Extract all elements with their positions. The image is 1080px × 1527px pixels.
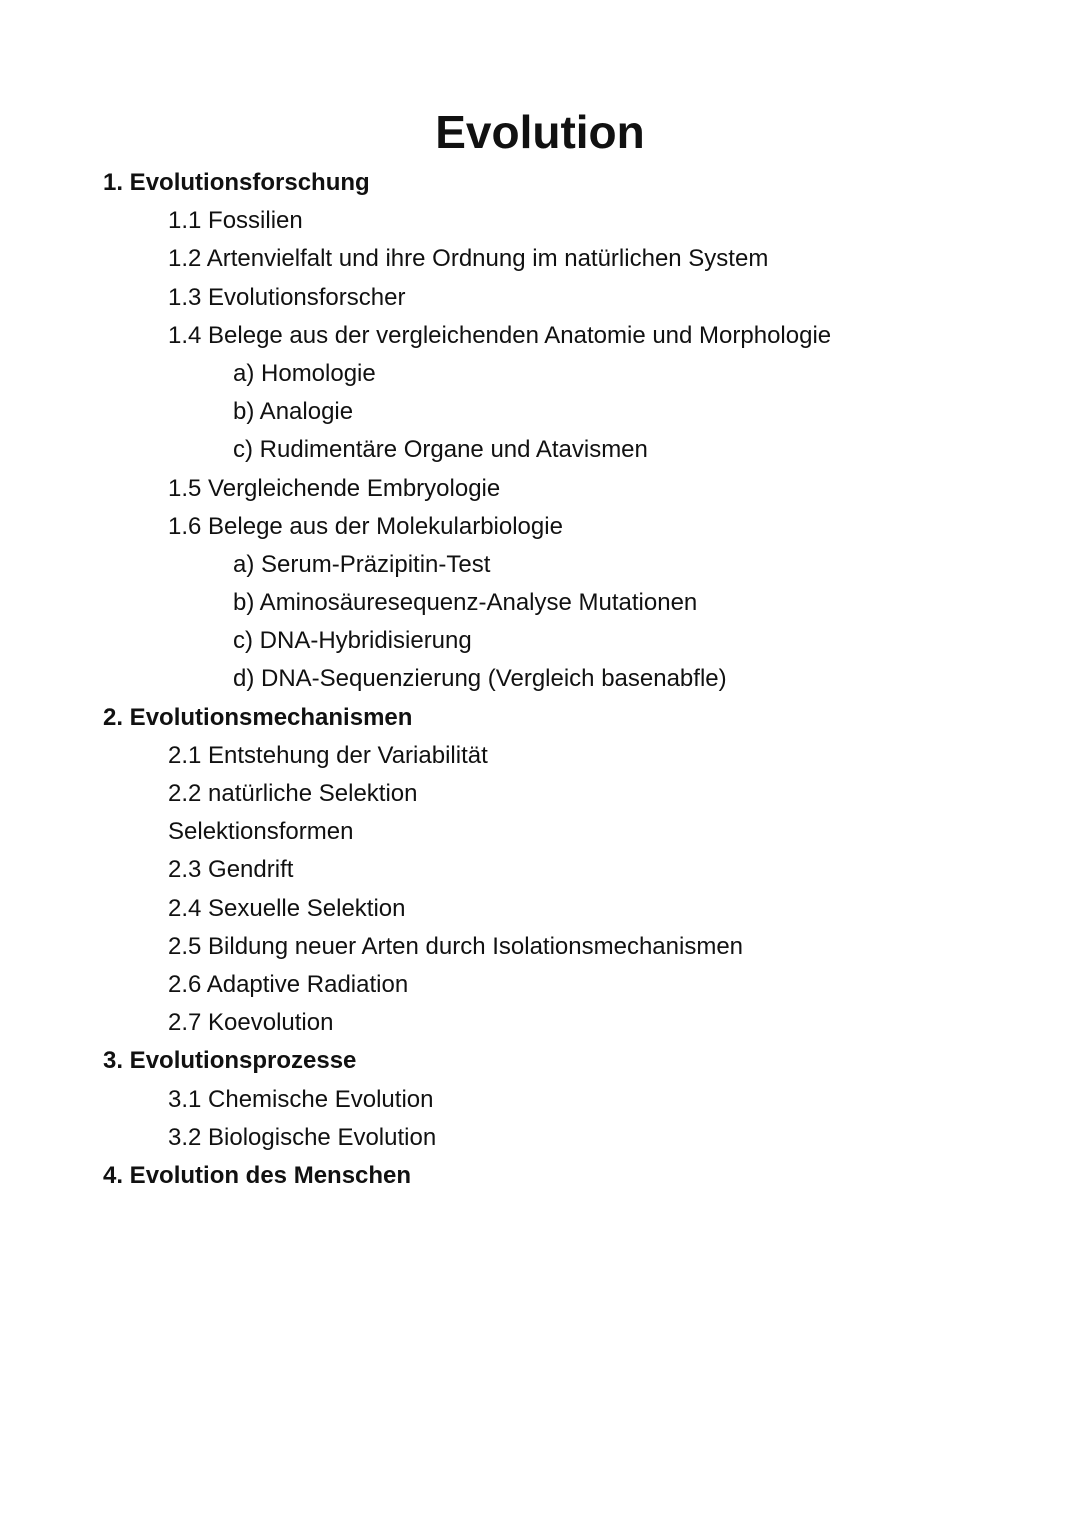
toc-subsection-item: a) Homologie — [233, 359, 376, 387]
toc-section-item: Selektionsformen — [168, 818, 354, 846]
toc-subsection-item: c) Rudimentäre Organe und Atavismen — [233, 436, 648, 464]
toc-section-item: 2.2 natürliche Selektion — [168, 780, 418, 807]
toc-chapter-heading: 4. Evolution des Menschen — [103, 1161, 412, 1189]
toc-subsection-item: b) Aminosäuresequenz-Analyse Mutationen — [233, 589, 698, 617]
toc-section-item: 3.2 Biologische Evolution — [168, 1123, 437, 1151]
toc-section-item: 1.3 Evolutionsforscher — [168, 283, 406, 311]
toc-section-item: 2.1 Entstehung der Variabilität — [168, 741, 488, 769]
toc-section-item: 1.2 Artenvielfalt und ihre Ordnung im natürlichen System — [168, 245, 769, 273]
toc-subsection-item: d) DNA-Sequenzierung (Vergleich basenabfle) — [233, 665, 727, 693]
toc-chapter-heading: 2. Evolutionsmechanismen — [103, 703, 413, 731]
page-title: Evolution — [435, 106, 645, 158]
toc-chapter-heading: 3. Evolutionsprozesse — [103, 1047, 357, 1075]
toc-section-item: 2.4 Sexuelle Selektion — [168, 894, 406, 922]
toc-subsection-item: b) Analogie — [233, 398, 354, 426]
toc-subsection-item: c) DNA-Hybridisierung — [233, 627, 472, 655]
toc-section-item: 1.1 Fossilien — [168, 207, 303, 235]
toc-section-item: 1.4 Belege aus der vergleichenden Anatomie und Morphologie — [168, 321, 832, 349]
toc-section-item: 1.6 Belege aus der Molekularbiologie — [168, 512, 563, 540]
toc-chapter-heading: 1. Evolutionsforschung — [103, 169, 370, 196]
table-of-contents — [0, 164, 1080, 1195]
toc-subsection-item: a) Serum-Präzipitin-Test — [233, 550, 491, 578]
toc-section-item: 2.3 Gendrift — [168, 856, 294, 884]
toc-section-item: 2.7 Koevolution — [168, 1009, 334, 1037]
toc-section-item: 2.5 Bildung neuer Arten durch Isolationsmechanismen — [168, 932, 744, 960]
toc-section-item: 2.6 Adaptive Radiation — [168, 970, 409, 998]
toc-section-item: 3.1 Chemische Evolution — [168, 1085, 434, 1113]
toc-section-item: 1.5 Vergleichende Embryologie — [168, 474, 501, 502]
